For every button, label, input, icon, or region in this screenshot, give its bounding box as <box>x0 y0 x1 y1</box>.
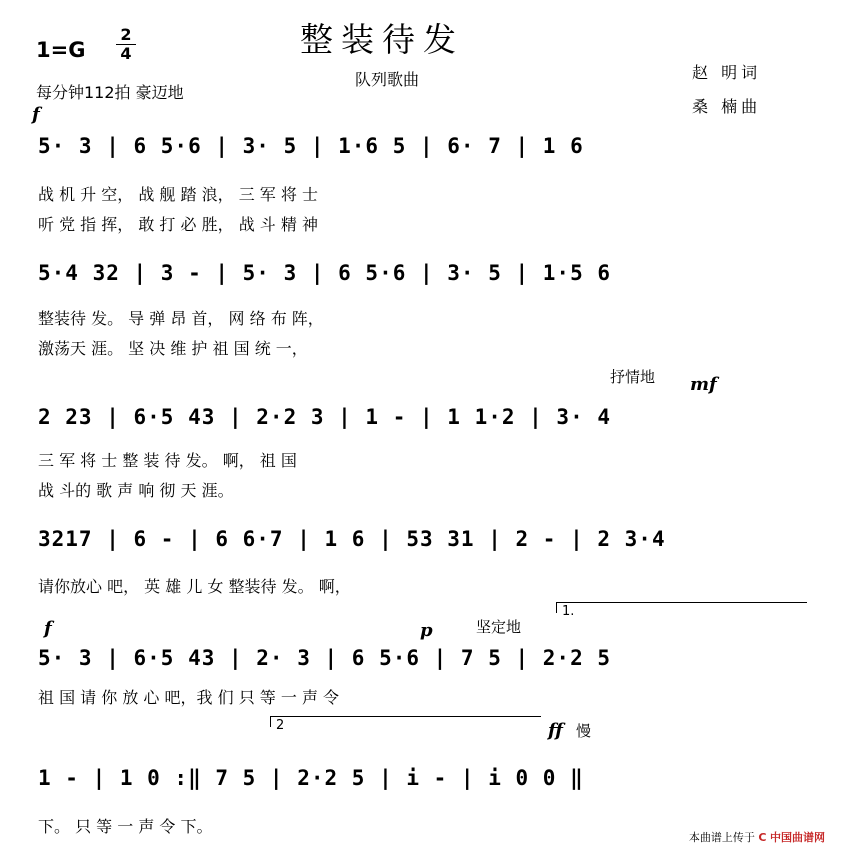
lyrics-row-1-verse-1: 战 机 升 空， 战 舰 踏 浪， 三 军 将 士 <box>38 185 318 204</box>
upload-footer <box>689 829 825 845</box>
notation-row-2: 5·4 32 | 3 - | 5· 3 | 6 5·6 | 3· 5 | 1·5 6 <box>38 261 612 285</box>
notation-row-4: 3217 | 6 - | 6 6·7 | 1 6 | 53 31 | 2 - | 2 3·4 <box>38 527 666 551</box>
time-signature <box>116 26 136 63</box>
lyrics-row-5: 祖 国 请 你 放 心 吧，我 们 只 等 一 声 令 <box>38 688 340 707</box>
lyrics-row-1-verse-2: 听 党 指 挥， 敢 打 必 胜， 战 斗 精 神 <box>38 215 318 234</box>
expression-slow: 慢 <box>576 722 592 740</box>
site-name[interactable]: 中国曲谱网 <box>770 831 825 844</box>
dynamic-forte: f <box>32 104 40 125</box>
footer-prefix: 本曲谱上传于 <box>688 831 755 844</box>
tempo-marking: 每分钟112拍 豪迈地 <box>36 83 184 102</box>
key-signature: 1=G <box>36 38 86 62</box>
expression-firm: 坚定地 <box>476 618 522 636</box>
lyrics-row-2-verse-2: 激荡天 涯。 坚 决 维 护 祖 国 统 一， <box>38 339 308 358</box>
time-signature-bottom: 4 <box>116 44 136 63</box>
first-ending-bracket <box>556 602 807 613</box>
dynamic-forte-2: f <box>44 618 52 639</box>
second-ending-label: 2 <box>276 718 285 733</box>
composer-credit: 桑 楠曲 <box>692 97 762 116</box>
lyrics-row-2-verse-1: 整装待 发。 导 弹 昂 首， 网 络 布 阵， <box>38 309 324 328</box>
second-ending-bracket <box>270 716 541 727</box>
lyrics-row-3-verse-2: 战 斗的 歌 声 响 彻 天 涯。 <box>38 481 234 500</box>
notation-row-6: 1 - | 1 0 :‖ 7 5 | 2·2 5 | i - | i 0 0 ‖ <box>38 766 584 790</box>
dynamic-fortissimo: ff <box>548 720 563 741</box>
site-logo: C <box>758 831 767 844</box>
time-signature-top: 2 <box>120 25 132 44</box>
dynamic-piano: p <box>420 620 433 641</box>
lyricist-credit: 赵 明词 <box>692 63 762 82</box>
notation-row-3: 2 23 | 6·5 43 | 2·2 3 | 1 - | 1 1·2 | 3· 4 <box>38 405 612 429</box>
lyrics-row-6: 下。 只 等 一 声 令 下。 <box>38 817 213 836</box>
lyrics-row-3-verse-1: 三 军 将 士 整 装 待 发。 啊， 祖 国 <box>38 451 297 470</box>
notation-row-5: 5· 3 | 6·5 43 | 2· 3 | 6 5·6 | 7 5 | 2·2 5 <box>38 646 612 670</box>
song-title: 整装待发 <box>300 20 464 59</box>
genre-label: 队列歌曲 <box>355 70 420 89</box>
notation-row-1: 5· 3 | 6 5·6 | 3· 5 | 1·6 5 | 6· 7 | 1 6 <box>38 134 584 158</box>
dynamic-mezzo-forte: mf <box>690 374 717 395</box>
expression-tender: 抒情地 <box>610 368 656 386</box>
lyrics-row-4: 请你放心 吧， 英 雄 儿 女 整装待 发。 啊， <box>38 577 351 596</box>
first-ending-label: 1. <box>562 604 575 619</box>
